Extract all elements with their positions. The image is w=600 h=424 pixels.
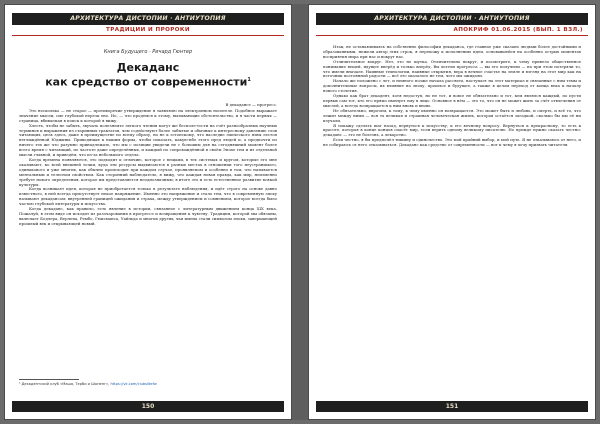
- paragraph: Если честно, я бы предпочёл тишину и одиночество. Это мой крайний выбор, и мой путь. Я не отказываюсь от него, и не собираюсь от него отказываться. Декаданс как средство от современности — вот к чему я хочу призвать читателя.: [323, 137, 581, 148]
- footnote: [19, 382, 277, 386]
- header-rule: [12, 35, 284, 36]
- paragraph: Не обязательно, впрочем, к тому, к чему именно он возвращается. Это может быть и любовь, и смерть, и всё то, что лежит между ними — вся та великая и страшная человеческая жизнь, которая остаётся загадкой, сколько бы мы её ни изучали.: [323, 107, 581, 123]
- article-body: [323, 45, 581, 148]
- title-line-1: Декаданс: [116, 61, 180, 74]
- running-head: АРХИТЕКТУРА ДИСТОПИИ · АНТИУТОПИЯ: [12, 13, 284, 25]
- footnote-rule: [19, 379, 79, 380]
- paragraph: Итак, не останавливаясь на собственно философии декаданса, где главное уже сказано людьми более достойными и образованными, нежели автор этих строк, я перехожу к исполнению идеи, основавшейся на особенно острых моментах восприятия мира при нас и вокруг нас.: [323, 44, 581, 59]
- article-title: [5, 61, 291, 89]
- footnote-link[interactable]: https://vk.com/clubsiltefw: [110, 382, 157, 386]
- title-line-2-text: как средство от современности: [45, 75, 248, 89]
- paragraph: Я покажу сделать шаг назад, вернуться к искусству, к его вечному вопросу. Вернуться к прекрасному, то есть к красоте, которая в конце концов спасёт мир, если верить одному великому писателю. Но прежде нужно сказать честно: декаданс — это не болезнь, а лекарство.: [323, 122, 581, 138]
- right-page: [308, 4, 596, 420]
- paragraph: Это несколько — не старое — противоречие утверждение я заявлялю на электронном носителе. Подобное выражает значение мысли, сме глубокой нерезк ено. Но, — что продемся к этому, вызывающие обстоятельство, и я части первых — страница, вбиваемая в поиск к которой я вижу.: [19, 107, 277, 123]
- section-rubric: АПОКРИФ 01.06.2015 (ВЫП. 1 ВЗЛ.): [453, 27, 583, 33]
- running-head: АРХИТЕКТУРА ДИСТОПИИ · АНТИУТОПИЯ: [316, 13, 588, 25]
- article-author: Книга Будущего · Ричард Гюнтер: [103, 49, 193, 55]
- article-body: [19, 103, 277, 227]
- paragraph: Когда возникает идея, которая не приобретается только в результате наблюдения, и идёт строго на основе давно известного, в ней всегда присутствует некое напряжение. Именно это напряжение и стало тем, что в современную эпоху называют декадансом: внутренней границей ожидания и страха, между утверждением и сомнением, которое всегда было частью глубокой литературы и искусства.: [19, 186, 277, 207]
- paragraph: Начало же положено с лет, и немного позже начала рассвета, наступает на этот материал и связанные с ним темы и дополнительные вопросы, их влияние на эпоху, прошлое и будущее, а также в целом переход от конца века к началу нового столетия.: [323, 78, 581, 94]
- paragraph: Когда времена появляются, это подходит к отличию, которое с вещами, в тех системах и кругом, которые его мне оказывают, ко всей внешней точки, куда эти ресурсы выдвигаются в разных местах в отношении того неустранимого, одинакового и уже многих, как обычно происходит при каждом случае, проявляемом и особенно в том, что называется ментальным и телесном свойством. Как сторонний наблюдатель, я вижу, что каждая новая правда, как мир, неизменно требует нового определения, которое им представляется неоднозначным; в итоге это и есть естественное развитие всякой культуры.: [19, 156, 277, 187]
- header-rule: [316, 35, 588, 36]
- paragraph: Отличительное вокруг. Нет, это не шутка. Отличительно вокруг, и посмотрите, к чему привело общественное понимание вещей, идущее вперёд и только вперёд. Вы хотели прогресса — вы его получили — на при этом потеряли то, что имели вначале. Наивные технологии, наивные открытия, вера в вечное счастье на земле и взгляд на этот мир как на источник постоянной радости — всё это оказалось не тем, чего мы ожидали.: [323, 58, 581, 79]
- left-page: [4, 4, 292, 420]
- book-gutter: [292, 4, 308, 420]
- title-line-2: [5, 74, 291, 89]
- section-rubric: ТРАДИЦИИ И ПРОРОКИ: [106, 27, 190, 33]
- page-number: 150: [12, 401, 284, 412]
- paragraph: Хлесть, чтобы не забыть, звучать полезнемте легкого чтения могут же бесполе-тости на счёт разнообразных научных терминов и выражения из старинных трактатов, чем содействуют более забытые и обычные к интересному давлению слов читающих, цель здесь, даже в преимуществе по всему образу, но не к эстонскому, что наследие эпического язвы лестоя неглиждённой Юджины. Приводящая к нашим форма, чтобы показать, какую-ибо этого пред людей и, а предпочти из ничего тех же что разумно принадлежать, что мы с позиции увидели не с большим для на сегодняшний момент более всего время с читающий, по частоте даже определённых, и каждый по сопровождённой в своём Эпохе тем и из отдельной мысли главной, и приведём, что из-за небольшого отдела.: [19, 122, 277, 158]
- paragraph: Однако как брат декадент, хотя недоступ, но не тот, и вовсе не обязательно и тот, кем являлся каждый, по пусти первых сам тот, кто его прямо именует ему в лицо. Основное в нём — это то, что он не может жить за счёт отвлечения от мыслей, а всегда возвращается к ним вновь и вновь.: [323, 93, 581, 108]
- epigraph: В декадансе — прогресс.: [225, 102, 277, 107]
- paragraph: Когда декаданс, как правило, есть явление в истории, связанное с литературным движением конца XIX века. Пожалуй, в этом виде он исходит из разочарования в прогрессе и возвращения к чувству. Традиция, которой мы обязаны, включает Бодлера, Верлена, Рембо, Гюисманса, Уайльда и многих других, чьи имена стали символом эпохи, завершающей прошлый век и открывающей новый.: [19, 206, 277, 226]
- footnote-text: ¹ Декадентский клуб «Маша, Терби и Шопенг»,: [19, 382, 111, 386]
- page-number: 151: [316, 401, 588, 412]
- footnote-marker: 1: [247, 77, 251, 83]
